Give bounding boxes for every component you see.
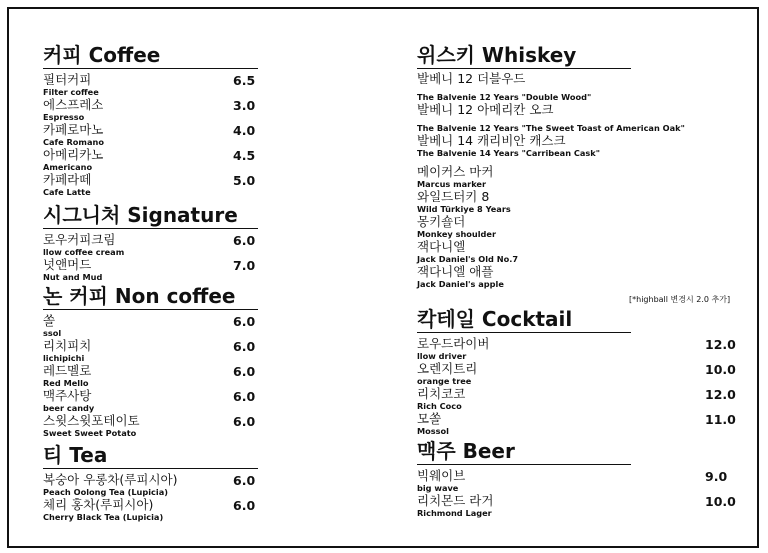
section-coffee (43, 43, 258, 198)
item-name-ko: 발베니 12 아메리칸 오크 (417, 102, 554, 117)
menu-item (43, 148, 258, 173)
menu-item (43, 339, 258, 364)
item-name-ko: 리치몬드 라거 (417, 493, 494, 508)
menu-item (43, 389, 258, 414)
item-price: 10.0 (705, 362, 736, 377)
item-price: 11.0 (705, 412, 736, 427)
item-name-en: llow coffee cream (43, 247, 125, 257)
section-title: 맥주 Beer (417, 439, 631, 465)
item-price: 12.0 (705, 337, 736, 352)
item-price: 12.0 (705, 387, 736, 402)
item-price: 9.0 (705, 469, 728, 484)
item-name-ko: 잭다니엘 (417, 239, 466, 254)
item-name-ko: 리치코코 (417, 386, 466, 401)
section-cocktail (417, 307, 736, 437)
menu-item (43, 414, 258, 439)
item-name-en: Sweet Sweet Potato (43, 428, 137, 438)
menu-item (43, 364, 258, 389)
menu-item (417, 134, 685, 165)
item-price: 6.5 (233, 73, 256, 88)
item-name-en: lichipichi (43, 353, 85, 363)
item-name-en: orange tree (417, 376, 472, 386)
section-title: 커피 Coffee (43, 43, 258, 69)
menu-item (417, 411, 736, 437)
item-name-en: Cafe Latte (43, 187, 91, 197)
item-name-ko: 리치피치 (43, 338, 92, 353)
item-name-ko: 넛앤머드 (43, 257, 92, 272)
menu-item (417, 386, 736, 412)
item-name-ko: 스윗스윗포테이토 (43, 413, 140, 428)
item-name-ko: 몽키숄더 (417, 214, 466, 229)
item-price: 6.0 (233, 389, 256, 404)
item-name-ko: 로우커피크림 (43, 232, 116, 247)
section-title: 위스키 Whiskey (417, 43, 631, 69)
menu-item (417, 190, 685, 215)
menu-item (43, 498, 258, 523)
menu-item (417, 103, 685, 134)
item-price: 6.0 (233, 364, 256, 379)
menu-item (43, 98, 258, 123)
item-name-ko: 에스프레소 (43, 97, 104, 112)
section-signature (43, 203, 258, 283)
item-name-ko: 체리 홍차(루피시아) (43, 497, 154, 512)
item-name-ko: 빅웨이브 (417, 468, 466, 483)
item-name-en: Cafe Romano (43, 137, 104, 147)
section-title: 티 Tea (43, 443, 258, 469)
item-name-en: Richmond Lager (417, 508, 492, 518)
item-price: 6.0 (233, 498, 256, 513)
item-name-en: Red Mello (43, 378, 89, 388)
item-name-ko: 와일드터키 8 (417, 189, 490, 204)
menu-board (7, 7, 759, 548)
menu-item (417, 361, 736, 387)
section-title: 논 커피 Non coffee (43, 284, 258, 310)
item-name-ko: 메이커스 마커 (417, 164, 494, 179)
item-name-ko: 잭다니엘 애플 (417, 264, 494, 279)
menu-item (43, 473, 258, 498)
menu-item (43, 258, 258, 283)
section-tea (43, 443, 258, 523)
item-name-ko: 쏠 (43, 313, 56, 328)
item-name-ko: 아메리카노 (43, 147, 104, 162)
item-price: 4.5 (233, 148, 256, 163)
item-name-en: The Balvenie 12 Years "Double Wood" (417, 92, 592, 102)
item-price: 5.0 (233, 173, 256, 188)
item-price: 6.0 (233, 339, 256, 354)
item-name-ko: 필터커피 (43, 72, 92, 87)
item-name-ko: 맥주사탕 (43, 388, 92, 403)
item-name-en: The Balvenie 12 Years "The Sweet Toast of American Oak" (417, 123, 685, 133)
item-name-en: The Balvenie 14 Years "Carribean Cask" (417, 148, 600, 158)
item-name-en: Jack Daniel's Old No.7 (417, 254, 519, 264)
item-name-en: Monkey shoulder (417, 229, 496, 239)
item-name-en: Rich Coco (417, 401, 462, 411)
item-name-en: ssol (43, 328, 62, 338)
item-name-en: beer candy (43, 403, 95, 413)
item-price: 6.0 (233, 473, 256, 488)
item-price: 6.0 (233, 233, 256, 248)
item-name-ko: 카페라떼 (43, 172, 92, 187)
menu-item (417, 493, 736, 519)
item-name-en: Jack Daniel's apple (417, 279, 504, 289)
item-name-en: llow driver (417, 351, 467, 361)
item-name-ko: 복숭아 우롱차(루피시아) (43, 472, 178, 487)
item-price: 3.0 (233, 98, 256, 113)
item-name-en: Wild Türkiye 8 Years (417, 204, 511, 214)
item-price: 4.0 (233, 123, 256, 138)
menu-item (43, 314, 258, 339)
section-title: 칵테일 Cocktail (417, 307, 631, 333)
item-name-en: Espresso (43, 112, 85, 122)
item-name-ko: 모쏠 (417, 411, 442, 426)
item-name-ko: 발베니 14 캐리비안 캐스크 (417, 133, 566, 148)
item-name-en: Marcus marker (417, 179, 487, 189)
menu-item (417, 265, 685, 290)
item-price: 7.0 (233, 258, 256, 273)
section-beer (417, 439, 736, 519)
item-name-en: big wave (417, 483, 459, 493)
item-name-en: Filter coffee (43, 87, 99, 97)
item-price: 6.0 (233, 414, 256, 429)
menu-item (43, 233, 258, 258)
item-name-en: Nut and Mud (43, 272, 103, 282)
item-name-en: Cherry Black Tea (Lupicia) (43, 512, 164, 522)
item-name-en: Mossol (417, 426, 449, 436)
menu-item (417, 165, 685, 190)
menu-item (417, 468, 728, 494)
menu-item (417, 336, 736, 362)
item-name-ko: 발베니 12 더블우드 (417, 71, 526, 86)
menu-item (43, 173, 258, 198)
item-name-en: Peach Oolong Tea (Lupicia) (43, 487, 168, 497)
menu-item (417, 240, 685, 265)
item-name-ko: 레드멜로 (43, 363, 92, 378)
menu-item (417, 72, 685, 103)
item-price: 10.0 (705, 494, 736, 509)
menu-item (43, 73, 258, 98)
section-title: 시그니처 Signature (43, 203, 258, 229)
item-name-ko: 오렌지트리 (417, 361, 478, 376)
highball-note: [*highball 변경시 2.0 추가] (629, 295, 731, 304)
section-non-coffee (43, 284, 258, 439)
item-price: 6.0 (233, 314, 256, 329)
item-name-ko: 카페로마노 (43, 122, 104, 137)
menu-item (43, 123, 258, 148)
section-whiskey (417, 43, 685, 290)
item-name-ko: 로우드라이버 (417, 336, 490, 351)
item-name-en: Americano (43, 162, 93, 172)
menu-item (417, 215, 685, 240)
